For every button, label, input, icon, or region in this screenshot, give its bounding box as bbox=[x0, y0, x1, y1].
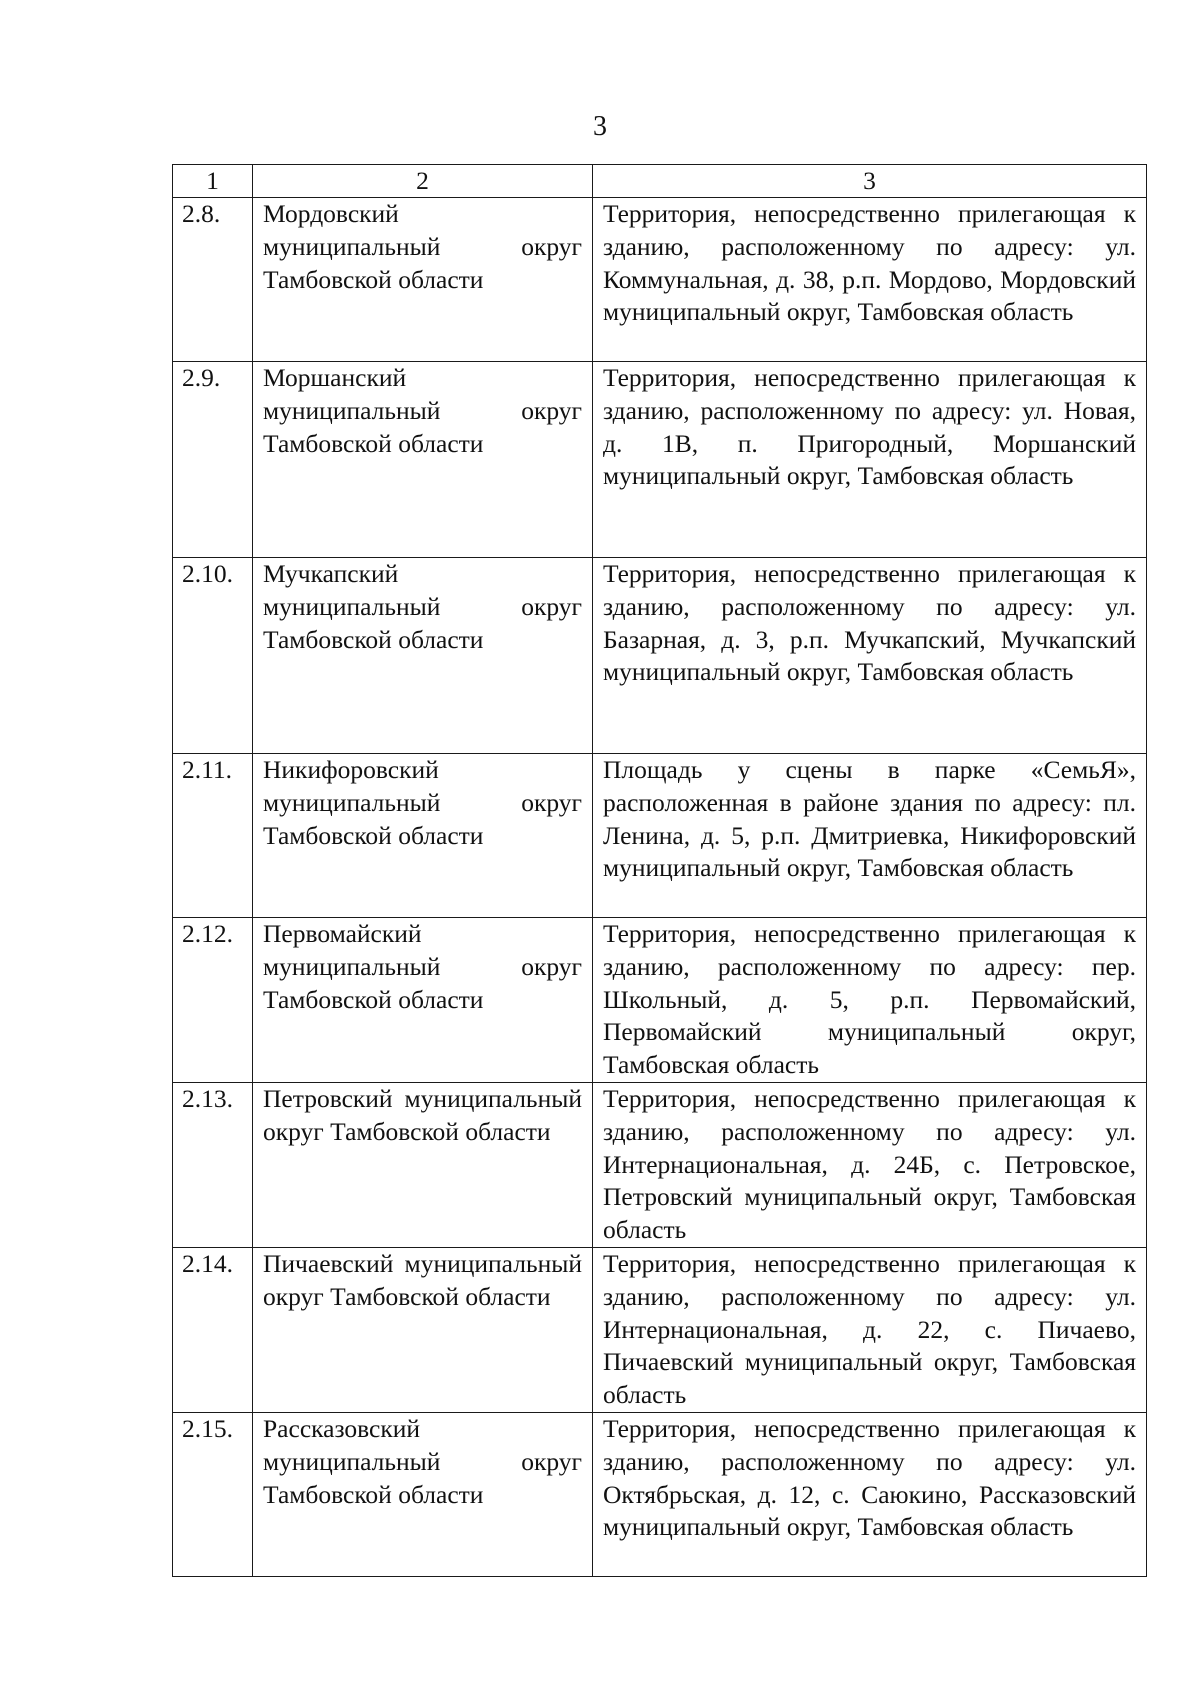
row-number: 2.13. bbox=[173, 1082, 253, 1247]
row-number: 2.9. bbox=[173, 362, 253, 558]
table-header-row bbox=[173, 165, 1147, 198]
table-row bbox=[173, 754, 1147, 918]
table-row bbox=[173, 1247, 1147, 1412]
location-description: Территория, непосредственно прилегающая к зданию, расположенному по адресу: ул. Базарная, д. 3, р.п. Мучкапский, Мучкапский муниципальный округ, Тамбовская область bbox=[593, 558, 1147, 754]
location-description: Территория, непосредственно прилегающая к зданию, расположенному по адресу: ул. Коммунальная, д. 38, р.п. Мордово, Мордовский муниципальный округ, Тамбовская область bbox=[593, 198, 1147, 362]
location-description: Территория, непосредственно прилегающая к зданию, расположенному по адресу: пер. Школьный, д. 5, р.п. Первомайский, Первомайский муниципальный округ, Тамбовская область bbox=[593, 918, 1147, 1083]
location-description: Территория, непосредственно прилегающая к зданию, расположенному по адресу: ул. Октябрьская, д. 12, с. Саюкино, Рассказовский муниципальный округ, Тамбовская область bbox=[593, 1412, 1147, 1576]
location-description: Территория, непосредственно прилегающая к зданию, расположенному по адресу: ул. Интернациональная, д. 22, с. Пичаево, Пичаевский муниципальный округ, Тамбовская область bbox=[593, 1247, 1147, 1412]
district-name: Моршанский муниципальный округ Тамбовской области bbox=[253, 362, 593, 558]
page-number: 3 bbox=[593, 111, 607, 142]
table-row bbox=[173, 1412, 1147, 1576]
locations-table bbox=[172, 164, 1147, 1577]
row-number: 2.10. bbox=[173, 558, 253, 754]
table-row bbox=[173, 362, 1147, 558]
district-name: Мордовский муниципальный округ Тамбовской области bbox=[253, 198, 593, 362]
location-description: Территория, непосредственно прилегающая к зданию, расположенному по адресу: ул. Интернациональная, д. 24Б, с. Петровское, Петровский муниципальный округ, Тамбовская область bbox=[593, 1082, 1147, 1247]
column-header: 1 bbox=[173, 165, 253, 198]
row-number: 2.15. bbox=[173, 1412, 253, 1576]
table-row bbox=[173, 918, 1147, 1083]
district-name: Мучкапский муниципальный округ Тамбовской области bbox=[253, 558, 593, 754]
district-name: Рассказовский муниципальный округ Тамбовской области bbox=[253, 1412, 593, 1576]
district-name: Первомайский муниципальный округ Тамбовской области bbox=[253, 918, 593, 1083]
table-row bbox=[173, 198, 1147, 362]
district-name: Никифоровский муниципальный округ Тамбовской области bbox=[253, 754, 593, 918]
location-description: Площадь у сцены в парке «СемьЯ», расположенная в районе здания по адресу: пл. Ленина, д. 5, р.п. Дмитриевка, Никифоровский муниципальный округ, Тамбовская область bbox=[593, 754, 1147, 918]
table-row bbox=[173, 558, 1147, 754]
column-header: 3 bbox=[593, 165, 1147, 198]
row-number: 2.14. bbox=[173, 1247, 253, 1412]
row-number: 2.12. bbox=[173, 918, 253, 1083]
row-number: 2.8. bbox=[173, 198, 253, 362]
table-row bbox=[173, 1082, 1147, 1247]
row-number: 2.11. bbox=[173, 754, 253, 918]
location-description: Территория, непосредственно прилегающая к зданию, расположенному по адресу: ул. Новая, д. 1В, п. Пригородный, Моршанский муниципальный округ, Тамбовская область bbox=[593, 362, 1147, 558]
district-name: Петровский муниципальный округ Тамбовской области bbox=[253, 1082, 593, 1247]
column-header: 2 bbox=[253, 165, 593, 198]
district-name: Пичаевский муниципальный округ Тамбовской области bbox=[253, 1247, 593, 1412]
